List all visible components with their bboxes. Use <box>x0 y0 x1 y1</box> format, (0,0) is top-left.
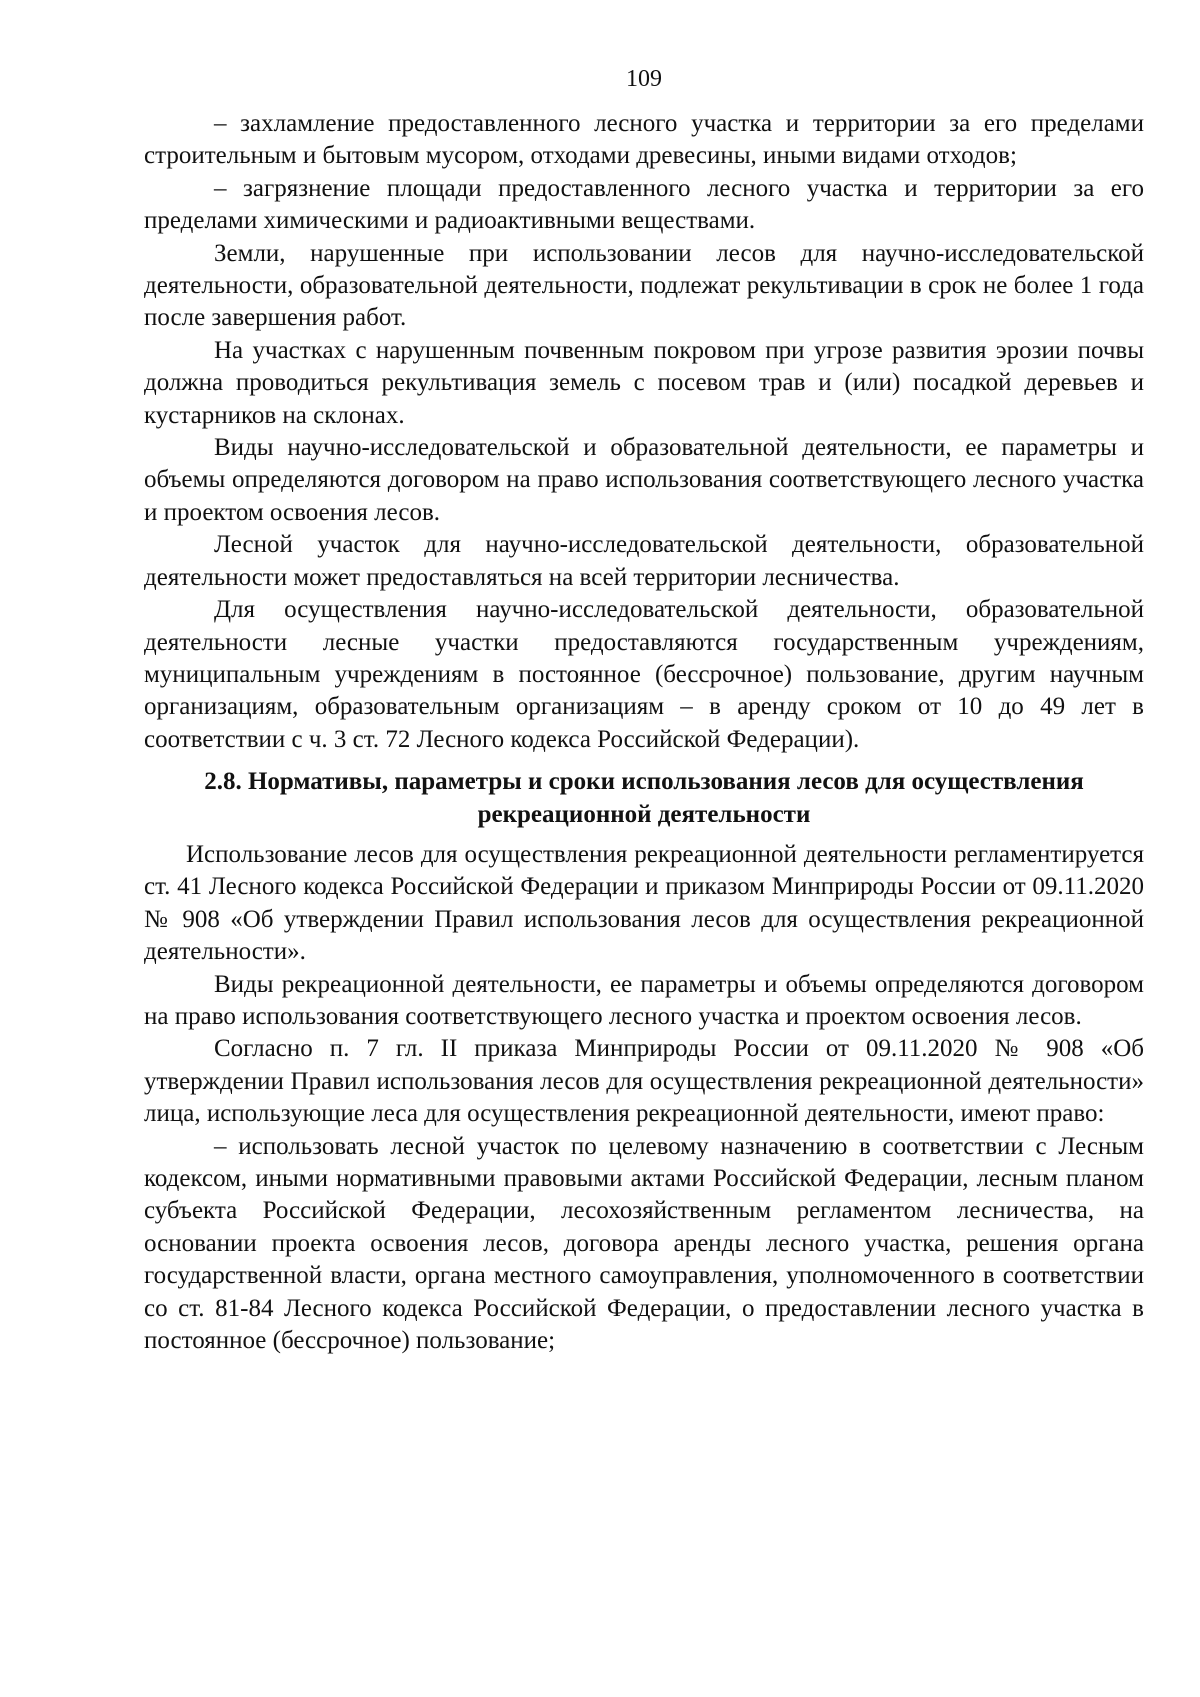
paragraph-recreation-regulation: Использование лесов для осуществления рекреационной деятельности регламентируется ст. 41 Лесного кодекса Российской Федерации и приказом Минприроды России от 09.11.2020 № 908 «Об утверждении Правил использования лесов для осуществления рекреационной деятельности». <box>144 840 1144 966</box>
page-number: 109 <box>626 66 662 92</box>
paragraph-pollution: – загрязнение площади предоставленного лесного участка и территории за его пределами химическими и радиоактивными веществами. <box>144 174 1144 235</box>
paragraph-right-use-plot: – использовать лесной участок по целевому назначению в соответствии с Лесным кодексом, иными нормативными правовыми актами Российской Федерации, лесным планом субъекта Российской Федерации, лесохозяйственным регламентом лесничества, на основании проекта освоения лесов, договора аренды лесного участка, решения органа государственной власти, органа местного самоуправления, уполномоченного в соответствии со ст. 81-84 Лесного кодекса Российской Федерации, о предоставлении лесного участка в постоянное (бессрочное) пользование; <box>144 1132 1144 1355</box>
section-heading: 2.8. Нормативы, параметры и сроки использования лесов для осуществления рекреационной деятельности <box>204 768 1084 828</box>
paragraph-rights-intro: Согласно п. 7 гл. II приказа Минприроды России от 09.11.2020 № 908 «Об утверждении Правил использования лесов для осуществления рекреационной деятельности» лица, использующие леса для осуществления рекреационной деятельности, имеют право: <box>144 1035 1144 1128</box>
paragraph-recreation-types: Виды рекреационной деятельности, ее параметры и объемы определяются договором на право использования соответствующего лесного участка и проектом освоения лесов. <box>144 970 1144 1030</box>
paragraph-land-reclamation: Земли, нарушенные при использовании лесов для научно-исследовательской деятельности, образовательной деятельности, подлежат рекультивации в срок не более 1 года после завершения работ. <box>144 239 1144 332</box>
paragraph-littering: – захламление предоставленного лесного участка и территории за его пределами строительным и бытовым мусором, отходами древесины, иными видами отходов; <box>144 110 1144 170</box>
paragraph-provision-terms: Для осуществления научно-исследовательской деятельности, образовательной деятельности лесные участки предоставляются государственным учреждениям, муниципальным учреждениям в постоянное (бессрочное) пользование, другим научным организациям, образовательным организациям – в аренду сроком от 10 до 49 лет в соответствии с ч. 3 ст. 72 Лесного кодекса Российской Федерации). <box>144 596 1144 753</box>
document-page <box>144 64 1144 1357</box>
paragraph-erosion: На участках с нарушенным почвенным покровом при угрозе развития эрозии почвы должна проводиться рекультивация земель с посевом трав и (или) посадкой деревьев и кустарников на склонах. <box>144 336 1144 429</box>
paragraph-research-types: Виды научно-исследовательской и образовательной деятельности, ее параметры и объемы определяются договором на право использования соответствующего лесного участка и проектом освоения лесов. <box>144 434 1144 526</box>
paragraph-forest-plot: Лесной участок для научно-исследовательской деятельности, образовательной деятельности может предоставляться на всей территории лесничества. <box>144 531 1144 591</box>
